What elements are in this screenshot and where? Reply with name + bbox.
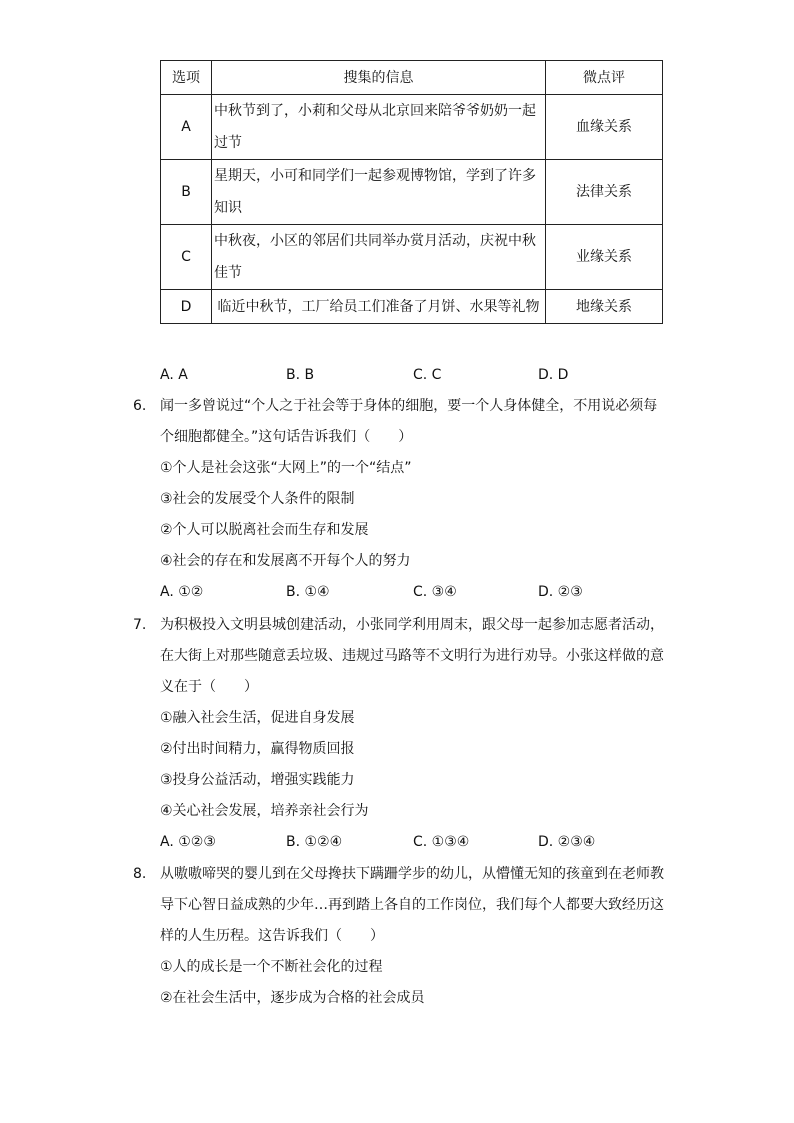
table-header-row — [161, 61, 663, 95]
question-stem-line: 义在于（ ） — [160, 679, 258, 695]
statement-item: ④关心社会发展，培养亲社会行为 — [160, 803, 369, 819]
option-a[interactable]: A. ①②③ — [160, 834, 216, 850]
statement-item: ③社会的发展受个人条件的限制 — [160, 491, 355, 507]
question-stem-line: 从嗷嗷啼哭的婴儿到在父母搀扶下蹒跚学步的幼儿，从懵懂无知的孩童到在老师教 — [160, 866, 664, 882]
option-a[interactable]: A. ①② — [160, 584, 204, 600]
question-stem-line: 在大街上对那些随意丢垃圾、违规过马路等不文明行为进行劝导。小张这样做的意 — [160, 648, 664, 664]
statement-item: ①人的成长是一个不断社会化的过程 — [160, 959, 383, 975]
option-c[interactable]: C. ③④ — [413, 584, 457, 600]
statement-item: ④社会的存在和发展离不开每个人的努力 — [160, 553, 411, 569]
option-d[interactable]: D. D — [538, 367, 569, 383]
table-cell-comment: 血缘关系 — [546, 95, 663, 160]
question-stem-line: 导下心智日益成熟的少年…再到踏上各自的工作岗位，我们每个人都要大致经历这 — [160, 897, 664, 913]
question-stem-line: 闻一多曾说过“个人之于社会等于身体的细胞，要一个人身体健全，不用说必须每 — [160, 398, 658, 414]
question-stem-line: 样的人生历程。这告诉我们（ ） — [160, 928, 384, 944]
question-stem-line: 为积极投入文明县城创建活动，小张同学利用周末，跟父母一起参加志愿者活动， — [160, 617, 664, 633]
table-cell-option: D — [161, 290, 212, 324]
table-row — [161, 95, 663, 160]
option-c[interactable]: C. C — [413, 367, 442, 383]
option-d[interactable]: D. ②③ — [538, 584, 583, 600]
table-header: 微点评 — [546, 61, 663, 95]
statement-item: ③投身公益活动，增强实践能力 — [160, 772, 355, 788]
option-a[interactable]: A. A — [160, 367, 188, 383]
option-b[interactable]: B. ①②④ — [286, 834, 343, 850]
table-row — [161, 160, 663, 225]
table-cell-option: A — [161, 95, 212, 160]
table-cell-option: C — [161, 225, 212, 290]
option-b[interactable]: B. B — [286, 367, 315, 383]
table-cell-info: 星期天，小可和同学们一起参观博物馆，学到了许多知识 — [212, 160, 546, 225]
table-cell-comment: 法律关系 — [546, 160, 663, 225]
table-cell-info: 中秋夜，小区的邻居们共同举办赏月活动，庆祝中秋佳节 — [212, 225, 546, 290]
table-row — [161, 290, 663, 324]
question-number: 6. — [133, 398, 147, 414]
table-cell-option: B — [161, 160, 212, 225]
table-row — [161, 225, 663, 290]
statement-item: ②付出时间精力，赢得物质回报 — [160, 741, 355, 757]
statement-item: ②个人可以脱离社会而生存和发展 — [160, 522, 369, 538]
statement-item: ②在社会生活中，逐步成为合格的社会成员 — [160, 990, 425, 1006]
question-stem-line: 个细胞都健全。”这句话告诉我们（ ） — [160, 429, 413, 445]
statement-item: ①个人是社会这张“大网上”的一个“结点” — [160, 460, 412, 476]
statement-item: ①融入社会生活，促进自身发展 — [160, 710, 355, 726]
question-number: 7. — [133, 617, 147, 633]
table-cell-comment: 地缘关系 — [546, 290, 663, 324]
table-cell-comment: 业缘关系 — [546, 225, 663, 290]
table-cell-info: 中秋节到了，小莉和父母从北京回来陪爷爷奶奶一起过节 — [212, 95, 546, 160]
option-b[interactable]: B. ①④ — [286, 584, 330, 600]
table-header: 选项 — [161, 61, 212, 95]
info-table — [160, 60, 663, 324]
table-header: 搜集的信息 — [212, 61, 546, 95]
table-cell-info: 临近中秋节，工厂给员工们准备了月饼、水果等礼物 — [212, 290, 546, 324]
option-d[interactable]: D. ②③④ — [538, 834, 596, 850]
option-c[interactable]: C. ①③④ — [413, 834, 470, 850]
question-number: 8. — [133, 866, 147, 882]
